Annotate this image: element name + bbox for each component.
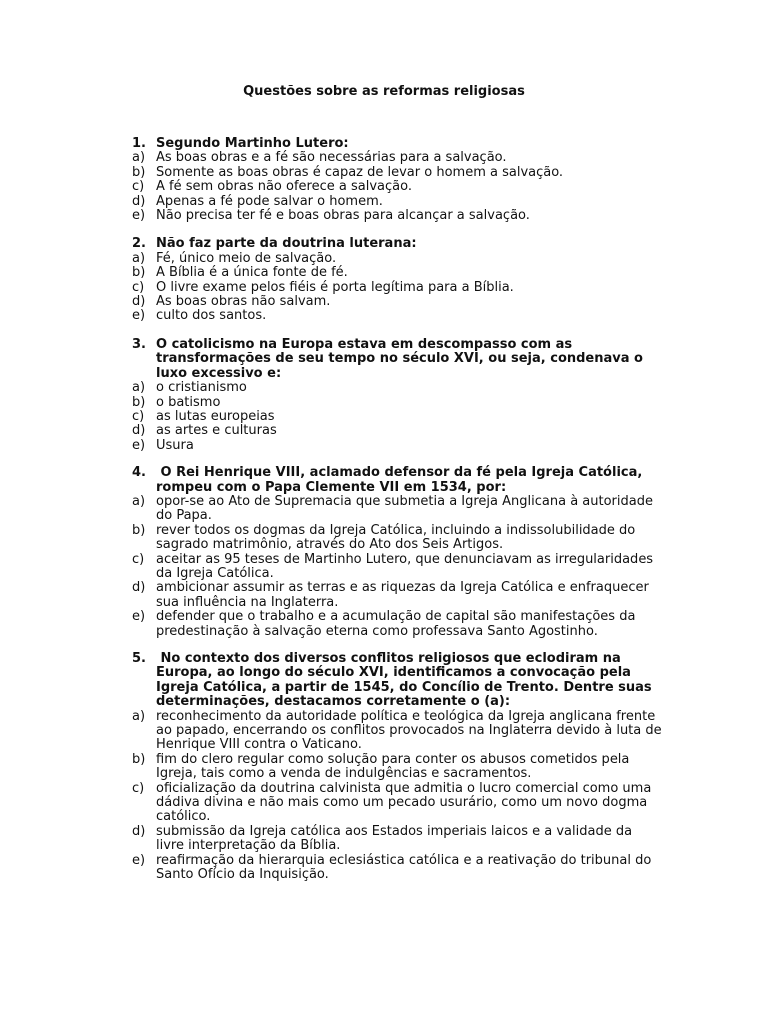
option-text: rever todos os dogmas da Igreja Católica, incluindo a indissolubilidade do sagrado matrimônio, através do Ato dos Seis Artigos. — [156, 522, 636, 553]
option-text: aceitar as 95 teses de Martinho Lutero, que denunciavam as irregularidades da Igreja Católica. — [156, 551, 654, 581]
answer-option — [132, 295, 662, 309]
answer-option — [132, 553, 662, 582]
answer-option — [132, 151, 662, 165]
question-number: 2. — [132, 236, 146, 252]
question-heading — [132, 652, 662, 710]
answer-option — [132, 209, 662, 223]
option-letter: e) — [132, 609, 146, 625]
question-1 — [132, 137, 662, 223]
answer-option — [132, 180, 662, 194]
option-text: o batismo — [156, 394, 221, 410]
answer-option — [132, 195, 662, 209]
answer-option — [132, 710, 662, 753]
option-text: reconhecimento da autoridade política e teológica da Igreja anglicana frente ao papado, encerrando os conflitos provocados na Inglaterra devido à luta de Henrique VIII contra o Vaticano. — [156, 708, 662, 753]
answer-option — [132, 381, 662, 395]
option-letter: d) — [132, 294, 146, 310]
option-letter: c) — [132, 780, 145, 796]
option-text: oficialização da doutrina calvinista que admitia o lucro comercial como uma dádiva divina e não mais como um pecado usurário, como um novo dogma católico. — [156, 780, 652, 825]
question-heading — [132, 466, 662, 495]
option-text: as lutas europeias — [156, 408, 275, 424]
answer-option — [132, 424, 662, 438]
option-text: As boas obras não salvam. — [156, 294, 331, 310]
option-letter: b) — [132, 522, 146, 538]
option-letter: d) — [132, 823, 146, 839]
option-text: A Bíblia é a única fonte de fé. — [156, 265, 348, 281]
option-letter: e) — [132, 308, 146, 324]
question-heading — [132, 237, 662, 251]
answer-option — [132, 524, 662, 553]
option-letter: d) — [132, 193, 146, 209]
question-list — [132, 137, 662, 897]
answer-option — [132, 825, 662, 854]
question-3 — [132, 338, 662, 453]
question-text: Não faz parte da doutrina luterana: — [156, 236, 417, 252]
option-text: ambicionar assumir as terras e as riquezas da Igreja Católica e enfraquecer sua influência na Inglaterra. — [156, 580, 649, 610]
question-4 — [132, 466, 662, 639]
option-letter: b) — [132, 265, 146, 281]
question-number: 5. — [132, 651, 146, 666]
question-heading — [132, 137, 662, 151]
question-number: 4. — [132, 465, 146, 481]
answer-option — [132, 854, 662, 883]
question-heading — [132, 338, 662, 381]
answer-option — [132, 610, 662, 639]
document-title: Questões sobre as reformas religiosas — [243, 84, 525, 99]
option-text: defender que o trabalho e a acumulação de capital são manifestações da predestinação à salvação eterna como professava Santo Agostinho. — [156, 609, 636, 639]
option-text: o cristianismo — [156, 380, 247, 396]
option-text: Fé, único meio de salvação. — [156, 250, 337, 266]
answer-option — [132, 439, 662, 453]
option-letter: a) — [132, 150, 146, 166]
option-letter: d) — [132, 423, 146, 439]
option-text: opor-se ao Ato de Supremacia que submetia a Igreja Anglicana à autoridade do Papa. — [156, 493, 653, 524]
option-letter: b) — [132, 394, 146, 410]
question-text: O Rei Henrique VIII, aclamado defensor da fé pela Igreja Católica, rompeu com o Papa Clemente VII em 1534, por: — [156, 465, 647, 495]
question-text: O catolicismo na Europa estava em descompasso com as transformações de seu tempo no século XVI, ou seja, condenava o luxo excessivo e: — [156, 336, 643, 381]
option-text: as artes e culturas — [156, 423, 277, 439]
question-text: No contexto dos diversos conflitos religiosos que eclodiram na Europa, ao longo do século XVI, identificamos a convocação pela Igreja Católica, a partir de 1545, do Concílio de Trento. Dentre suas determinações, destacamos corretamente o (a): — [156, 651, 657, 710]
option-text: Somente as boas obras é capaz de levar o homem a salvação. — [156, 164, 564, 180]
option-letter: d) — [132, 580, 146, 596]
option-text: As boas obras e a fé são necessárias para a salvação. — [156, 150, 507, 166]
option-letter: e) — [132, 437, 146, 453]
answer-option — [132, 753, 662, 782]
option-letter: e) — [132, 208, 146, 224]
option-text: A fé sem obras não oferece a salvação. — [156, 179, 412, 195]
option-letter: b) — [132, 751, 146, 767]
answer-option — [132, 266, 662, 280]
answer-option — [132, 782, 662, 825]
question-5 — [132, 652, 662, 883]
option-letter: c) — [132, 408, 145, 424]
option-letter: c) — [132, 551, 145, 567]
answer-option — [132, 396, 662, 410]
answer-option — [132, 252, 662, 266]
answer-option — [132, 581, 662, 610]
option-letter: a) — [132, 380, 146, 396]
option-text: Não precisa ter fé e boas obras para alcançar a salvação. — [156, 208, 530, 224]
question-number: 1. — [132, 136, 146, 151]
answer-option — [132, 410, 662, 424]
answer-option — [132, 166, 662, 180]
option-text: reafirmação da hierarquia eclesiástica católica e a reativação do tribunal do Santo Ofício da Inquisição. — [156, 852, 652, 883]
option-text: Usura — [156, 437, 194, 453]
option-letter: c) — [132, 179, 145, 195]
answer-option — [132, 495, 662, 524]
option-text: submissão da Igreja católica aos Estados imperiais laicos e a validade da livre interpretação da Bíblia. — [156, 823, 633, 854]
answer-option — [132, 281, 662, 295]
option-letter: a) — [132, 708, 146, 724]
question-number: 3. — [132, 336, 146, 352]
question-2 — [132, 237, 662, 323]
option-letter: a) — [132, 493, 146, 509]
option-letter: c) — [132, 279, 145, 295]
option-text: fim do clero regular como solução para conter os abusos cometidos pela Igreja, tais como a venda de indulgências e sacramentos. — [156, 751, 630, 782]
question-text: Segundo Martinho Lutero: — [156, 136, 349, 151]
option-text: culto dos santos. — [156, 308, 267, 324]
option-letter: a) — [132, 250, 146, 266]
option-text: O livre exame pelos fiéis é porta legítima para a Bíblia. — [156, 279, 514, 295]
option-letter: b) — [132, 164, 146, 180]
option-text: Apenas a fé pode salvar o homem. — [156, 193, 383, 209]
answer-option — [132, 309, 662, 323]
option-letter: e) — [132, 852, 146, 868]
